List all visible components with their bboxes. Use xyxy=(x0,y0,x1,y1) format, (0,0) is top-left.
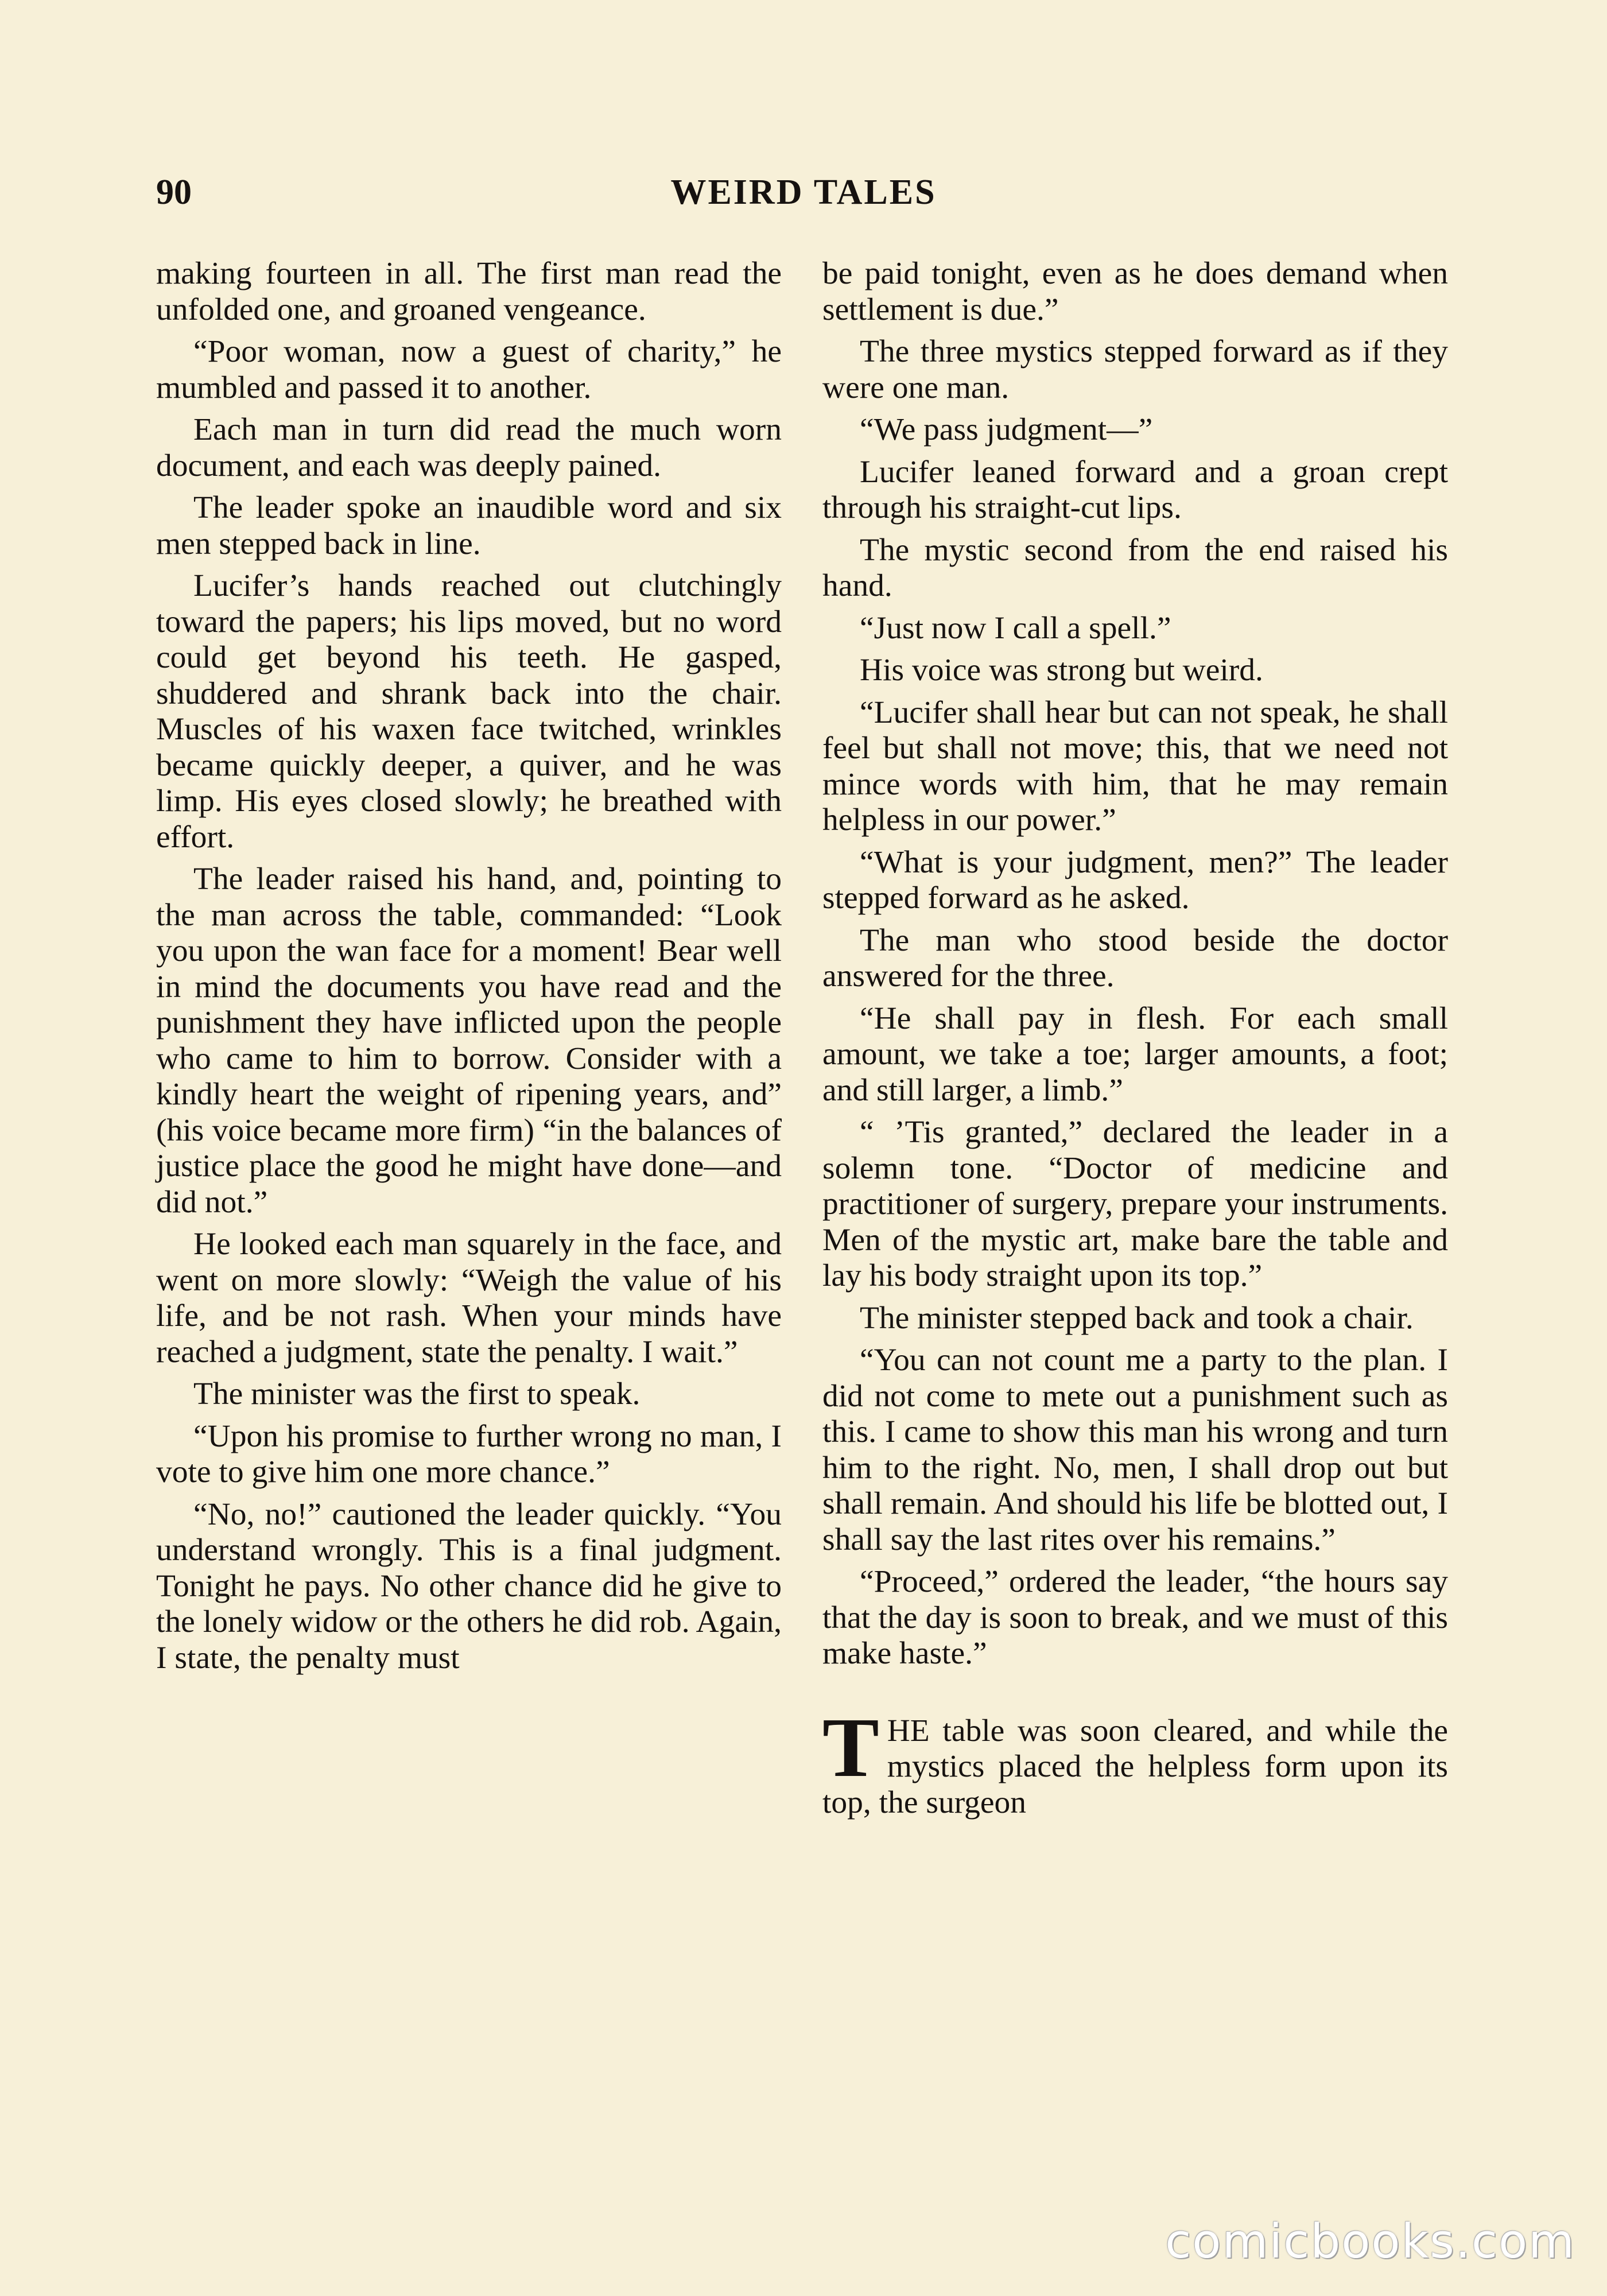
section-start-paragraph xyxy=(822,1700,1448,1821)
paragraph: Lucifer’s hands reached out clutchingly toward the papers; his lips moved, but no word could get beyond his teeth. He gasped, shuddered and shrank back into the chair. Muscles of his waxen face twitched, wrinkles became quickly deeper, a quiver, and he was limp. His eyes closed slowly; he breathed with effort. xyxy=(156,568,782,855)
paragraph: “He shall pay in flesh. For each small amount, we take a toe; larger amounts, a foot; and still larger, a limb.” xyxy=(822,1000,1448,1108)
paragraph: “ ’Tis granted,” declared the leader in a solemn tone. “Doctor of medicine and practitioner of surgery, prepare your instruments. Men of the mystic art, make bare the table and lay his body straight upon its top.” xyxy=(822,1115,1448,1293)
paragraph: “Lucifer shall hear but can not speak, he shall feel but shall not move; this, that we need not mince words with him, that he may remain helpless in our power.” xyxy=(822,695,1448,837)
paragraph: “Proceed,” ordered the leader, “the hours say that the day is soon to break, and we must of this make haste.” xyxy=(822,1564,1448,1671)
paragraph: The leader spoke an inaudible word and six men stepped back in line. xyxy=(156,490,782,561)
left-column xyxy=(156,256,782,1682)
paragraph: Each man in turn did read the much worn document, and each was deeply pained. xyxy=(156,412,782,483)
paragraph: “You can not count me a party to the plan. I did not come to mete out a punishment such as this. I came to show this man his wrong and turn him to the right. No, men, I shall drop out but shall remain. And should his life be blotted out, I shall say the last rites over his remains.” xyxy=(822,1343,1448,1557)
paragraph: “Just now I call a spell.” xyxy=(860,610,1171,646)
paragraph: “We pass judgment—” xyxy=(860,412,1153,447)
page-number: 90 xyxy=(156,173,192,212)
watermark: comicbooks.com xyxy=(1165,2214,1575,2269)
paragraph: “Poor woman, now a guest of charity,” he mumbled and passed it to another. xyxy=(156,334,782,405)
running-head: WEIRD TALES xyxy=(670,173,937,212)
paragraph: The minister stepped back and took a chair. xyxy=(860,1300,1414,1336)
paragraph: Lucifer leaned forward and a groan crept through his straight-cut lips. xyxy=(822,454,1448,525)
paragraph: The three mystics stepped forward as if they were one man. xyxy=(822,334,1448,405)
paragraph: “No, no!” cautioned the leader quickly. “You understand wrongly. This is a final judgment. Tonight he pays. No other chance did he give to the lonely widow or the others he did rob. Again, I state, the penalty must xyxy=(156,1496,782,1676)
paragraph: be paid tonight, even as he does demand when settlement is due.” xyxy=(822,256,1448,327)
paragraph: The man who stood beside the doctor answered for the three. xyxy=(822,922,1448,994)
drop-cap: T xyxy=(822,1700,879,1795)
paragraph: “Upon his promise to further wrong no man, I vote to give him one more chance.” xyxy=(156,1418,782,1490)
paragraph: The minister was the first to speak. xyxy=(193,1376,641,1411)
right-column xyxy=(822,256,1448,1827)
paragraph: His voice was strong but weird. xyxy=(860,653,1263,688)
section-start-text: HE table was soon cleared, and while the mystics placed the helpless form upon its top, the surgeon xyxy=(822,1713,1448,1820)
paragraph: The mystic second from the end raised his hand. xyxy=(822,532,1448,603)
paragraph: making fourteen in all. The first man read the unfolded one, and groaned vengeance. xyxy=(156,256,782,327)
paragraph: The leader raised his hand, and, pointing to the man across the table, commanded: “Look you upon the wan face for a moment! Bear well in mind the documents you have read and the punishment they have inflicted upon the people who came to him to borrow. Consider with a kindly heart the weight of ripening years, and” (his voice became more firm) “in the balances of justice place the good he might have done—and did not.” xyxy=(156,862,782,1220)
paragraph: He looked each man squarely in the face, and went on more slowly: “Weigh the value of his life, and be not rash. When your minds have reached a judgment, state the penalty. I wait.” xyxy=(156,1227,782,1370)
paragraph: “What is your judgment, men?” The leader stepped forward as he asked. xyxy=(822,844,1448,916)
